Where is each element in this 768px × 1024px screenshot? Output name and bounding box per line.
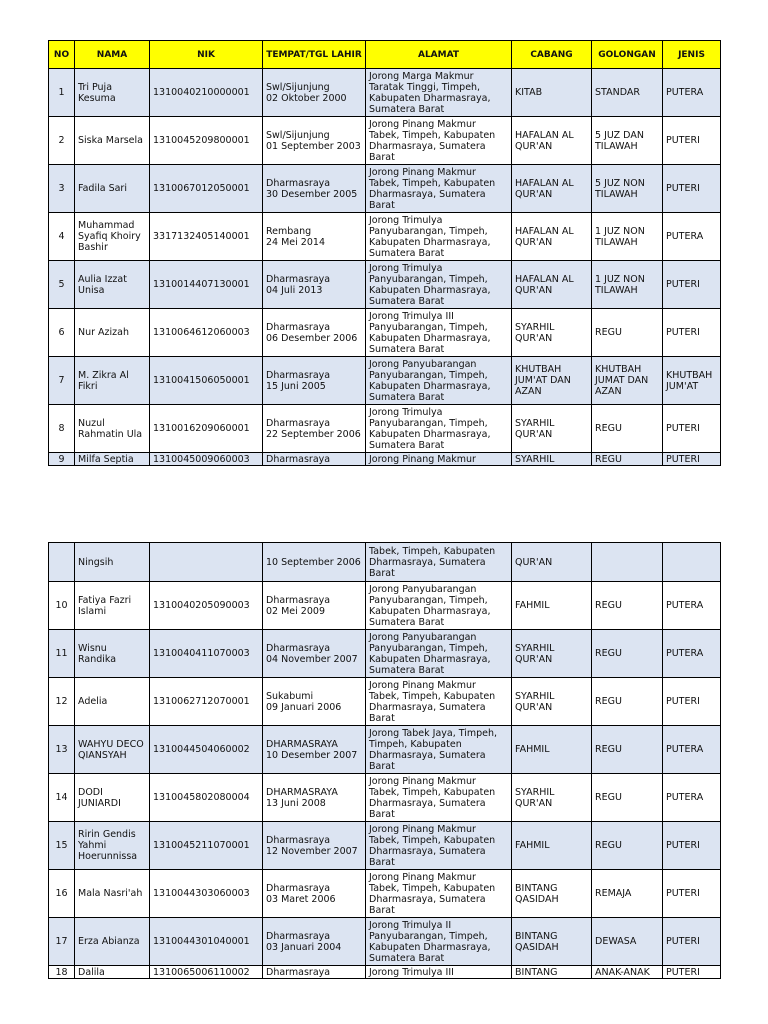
cell-golongan: REGU bbox=[592, 309, 663, 357]
cell-nik: 1310044504060002 bbox=[150, 726, 263, 774]
table-row bbox=[49, 69, 721, 117]
cell-tempat-tgl-lahir: DHARMASRAYA 13 Juni 2008 bbox=[263, 774, 366, 822]
cell-nama: Milfa Septia bbox=[75, 453, 150, 466]
table-row bbox=[49, 165, 721, 213]
table-row bbox=[49, 117, 721, 165]
cell-golongan: 1 JUZ NON TILAWAH bbox=[592, 261, 663, 309]
cell-nik: 1310040205090003 bbox=[150, 582, 263, 630]
cell-golongan: REMAJA bbox=[592, 870, 663, 918]
cell-golongan: REGU bbox=[592, 405, 663, 453]
cell-cabang: BINTANG bbox=[512, 966, 592, 979]
header-nik: NIK bbox=[150, 41, 263, 69]
cell-nik: 1310041506050001 bbox=[150, 357, 263, 405]
cell-tempat-tgl-lahir: Dharmasraya 02 Mei 2009 bbox=[263, 582, 366, 630]
table-row bbox=[49, 822, 721, 870]
cell-alamat: Jorong Tabek Jaya, Timpeh, Timpeh, Kabupaten Dharmasraya, Sumatera Barat bbox=[366, 726, 512, 774]
cell-nik: 1310044303060003 bbox=[150, 870, 263, 918]
cell-jenis: PUTERI bbox=[663, 165, 721, 213]
table-row bbox=[49, 309, 721, 357]
cell-jenis: PUTERI bbox=[663, 309, 721, 357]
cell-tempat-tgl-lahir: Dharmasraya 06 Desember 2006 bbox=[263, 309, 366, 357]
cell-golongan: REGU bbox=[592, 630, 663, 678]
cell-alamat: Jorong Pinang Makmur Tabek, Timpeh, Kabupaten Dharmasraya, Sumatera Barat bbox=[366, 870, 512, 918]
cell-no: 17 bbox=[49, 918, 75, 966]
cell-nama: Muhammad Syafiq Khoiry Bashir bbox=[75, 213, 150, 261]
table-row bbox=[49, 630, 721, 678]
cell-tempat-tgl-lahir: Sukabumi 09 Januari 2006 bbox=[263, 678, 366, 726]
table-row bbox=[49, 357, 721, 405]
header-no: NO bbox=[49, 41, 75, 69]
cell-nik: 1310040411070003 bbox=[150, 630, 263, 678]
cell-alamat: Jorong Pinang Makmur Tabek, Timpeh, Kabupaten Dharmasraya, Sumatera Barat bbox=[366, 774, 512, 822]
cell-cabang: BINTANG QASIDAH bbox=[512, 870, 592, 918]
cell-jenis bbox=[663, 543, 721, 582]
cell-cabang: KHUTBAH JUM'AT DAN AZAN bbox=[512, 357, 592, 405]
cell-golongan: REGU bbox=[592, 726, 663, 774]
cell-alamat: Jorong Panyubarangan Panyubarangan, Timpeh, Kabupaten Dharmasraya, Sumatera Barat bbox=[366, 630, 512, 678]
table-row bbox=[49, 405, 721, 453]
cell-jenis: PUTERA bbox=[663, 582, 721, 630]
cell-golongan: REGU bbox=[592, 774, 663, 822]
cell-no: 13 bbox=[49, 726, 75, 774]
cell-jenis: PUTERI bbox=[663, 453, 721, 466]
cell-jenis: PUTERI bbox=[663, 678, 721, 726]
cell-nama: Tri Puja Kesuma bbox=[75, 69, 150, 117]
cell-no: 16 bbox=[49, 870, 75, 918]
cell-cabang: SYARHIL QUR'AN bbox=[512, 678, 592, 726]
cell-nik: 1310045802080004 bbox=[150, 774, 263, 822]
cell-nama: Mala Nasri'ah bbox=[75, 870, 150, 918]
cell-tempat-tgl-lahir: Dharmasraya 03 Januari 2004 bbox=[263, 918, 366, 966]
cell-jenis: PUTERI bbox=[663, 117, 721, 165]
header-tempat-tgl-lahir: TEMPAT/TGL LAHIR bbox=[263, 41, 366, 69]
table-row bbox=[49, 582, 721, 630]
header-jenis: JENIS bbox=[663, 41, 721, 69]
cell-tempat-tgl-lahir: Dharmasraya 15 Juni 2005 bbox=[263, 357, 366, 405]
cell-nik: 1310045209800001 bbox=[150, 117, 263, 165]
cell-alamat: Jorong Trimulya Panyubarangan, Timpeh, Kabupaten Dharmasraya, Sumatera Barat bbox=[366, 405, 512, 453]
table-row bbox=[49, 966, 721, 979]
cell-no bbox=[49, 543, 75, 582]
cell-alamat: Jorong Trimulya III bbox=[366, 966, 512, 979]
table-row bbox=[49, 870, 721, 918]
cell-cabang: HAFALAN AL QUR'AN bbox=[512, 261, 592, 309]
cell-nik: 1310045211070001 bbox=[150, 822, 263, 870]
cell-nama: Erza Abianza bbox=[75, 918, 150, 966]
table-row bbox=[49, 678, 721, 726]
cell-nik: 1310065006110002 bbox=[150, 966, 263, 979]
cell-cabang: FAHMIL bbox=[512, 726, 592, 774]
participant-table-page-1 bbox=[48, 40, 721, 466]
cell-no: 12 bbox=[49, 678, 75, 726]
cell-nik bbox=[150, 543, 263, 582]
cell-cabang: FAHMIL bbox=[512, 582, 592, 630]
cell-golongan: DEWASA bbox=[592, 918, 663, 966]
cell-golongan: REGU bbox=[592, 822, 663, 870]
cell-jenis: PUTERI bbox=[663, 822, 721, 870]
cell-golongan: 1 JUZ NON TILAWAH bbox=[592, 213, 663, 261]
cell-nama: DODI JUNIARDI bbox=[75, 774, 150, 822]
cell-tempat-tgl-lahir: DHARMASRAYA 10 Desember 2007 bbox=[263, 726, 366, 774]
cell-cabang: HAFALAN AL QUR'AN bbox=[512, 213, 592, 261]
cell-tempat-tgl-lahir: Dharmasraya 04 Juli 2013 bbox=[263, 261, 366, 309]
header-nama: NAMA bbox=[75, 41, 150, 69]
cell-nik: 1310062712070001 bbox=[150, 678, 263, 726]
cell-jenis: PUTERA bbox=[663, 726, 721, 774]
cell-nama: Wisnu Randika bbox=[75, 630, 150, 678]
cell-nama: Nur Azizah bbox=[75, 309, 150, 357]
cell-cabang: QUR'AN bbox=[512, 543, 592, 582]
cell-no: 11 bbox=[49, 630, 75, 678]
cell-jenis: KHUTBAH JUM'AT bbox=[663, 357, 721, 405]
cell-alamat: Jorong Trimulya Panyubarangan, Timpeh, Kabupaten Dharmasraya, Sumatera Barat bbox=[366, 213, 512, 261]
cell-nik: 1310044301040001 bbox=[150, 918, 263, 966]
cell-no: 4 bbox=[49, 213, 75, 261]
cell-alamat: Jorong Pinang Makmur Tabek, Timpeh, Kabupaten Dharmasraya, Sumatera Barat bbox=[366, 117, 512, 165]
cell-nama: Dalila bbox=[75, 966, 150, 979]
cell-tempat-tgl-lahir: Swl/Sijunjung 01 September 2003 bbox=[263, 117, 366, 165]
cell-nama: Siska Marsela bbox=[75, 117, 150, 165]
cell-jenis: PUTERA bbox=[663, 69, 721, 117]
cell-nik: 1310064612060003 bbox=[150, 309, 263, 357]
cell-nik: 1310014407130001 bbox=[150, 261, 263, 309]
cell-alamat: Jorong Pinang Makmur Tabek, Timpeh, Kabupaten Dharmasraya, Sumatera Barat bbox=[366, 165, 512, 213]
cell-alamat: Jorong Trimulya II Panyubarangan, Timpeh, Kabupaten Dharmasraya, Sumatera Barat bbox=[366, 918, 512, 966]
cell-jenis: PUTERI bbox=[663, 261, 721, 309]
cell-cabang: HAFALAN AL QUR'AN bbox=[512, 165, 592, 213]
cell-nama: Fadila Sari bbox=[75, 165, 150, 213]
cell-cabang: SYARHIL bbox=[512, 453, 592, 466]
cell-cabang: SYARHIL QUR'AN bbox=[512, 309, 592, 357]
table-row bbox=[49, 918, 721, 966]
cell-nama: Aulia Izzat Unisa bbox=[75, 261, 150, 309]
cell-cabang: KITAB bbox=[512, 69, 592, 117]
cell-tempat-tgl-lahir: Dharmasraya 30 Desember 2005 bbox=[263, 165, 366, 213]
cell-cabang: SYARHIL QUR'AN bbox=[512, 774, 592, 822]
cell-golongan: 5 JUZ NON TILAWAH bbox=[592, 165, 663, 213]
cell-alamat: Jorong Marga Makmur Taratak Tinggi, Timpeh, Kabupaten Dharmasraya, Sumatera Barat bbox=[366, 69, 512, 117]
cell-alamat: Jorong Pinang Makmur Tabek, Timpeh, Kabupaten Dharmasraya, Sumatera Barat bbox=[366, 678, 512, 726]
table-row bbox=[49, 213, 721, 261]
cell-jenis: PUTERI bbox=[663, 966, 721, 979]
cell-cabang: SYARHIL QUR'AN bbox=[512, 630, 592, 678]
cell-alamat: Jorong Trimulya Panyubarangan, Timpeh, Kabupaten Dharmasraya, Sumatera Barat bbox=[366, 261, 512, 309]
cell-nama: Fatiya Fazri Islami bbox=[75, 582, 150, 630]
cell-golongan: REGU bbox=[592, 678, 663, 726]
cell-tempat-tgl-lahir: Swl/Sijunjung 02 Oktober 2000 bbox=[263, 69, 366, 117]
table-row bbox=[49, 543, 721, 582]
participant-table-page-2 bbox=[48, 542, 721, 979]
cell-nama: Adelia bbox=[75, 678, 150, 726]
cell-golongan: 5 JUZ DAN TILAWAH bbox=[592, 117, 663, 165]
cell-golongan: ANAK-ANAK bbox=[592, 966, 663, 979]
header-golongan: GOLONGAN bbox=[592, 41, 663, 69]
cell-no: 15 bbox=[49, 822, 75, 870]
cell-no: 18 bbox=[49, 966, 75, 979]
cell-cabang: FAHMIL bbox=[512, 822, 592, 870]
cell-no: 5 bbox=[49, 261, 75, 309]
cell-golongan bbox=[592, 543, 663, 582]
cell-golongan: REGU bbox=[592, 453, 663, 466]
header-cabang: CABANG bbox=[512, 41, 592, 69]
cell-tempat-tgl-lahir: Dharmasraya bbox=[263, 966, 366, 979]
header-alamat: ALAMAT bbox=[366, 41, 512, 69]
cell-alamat: Jorong Panyubarangan Panyubarangan, Timpeh, Kabupaten Dharmasraya, Sumatera Barat bbox=[366, 582, 512, 630]
cell-nama: M. Zikra Al Fikri bbox=[75, 357, 150, 405]
cell-alamat: Jorong Panyubarangan Panyubarangan, Timpeh, Kabupaten Dharmasraya, Sumatera Barat bbox=[366, 357, 512, 405]
cell-no: 7 bbox=[49, 357, 75, 405]
table-row bbox=[49, 261, 721, 309]
cell-golongan: KHUTBAH JUMAT DAN AZAN bbox=[592, 357, 663, 405]
cell-alamat: Jorong Pinang Makmur bbox=[366, 453, 512, 466]
cell-cabang: SYARHIL QUR'AN bbox=[512, 405, 592, 453]
cell-no: 1 bbox=[49, 69, 75, 117]
cell-jenis: PUTERI bbox=[663, 405, 721, 453]
cell-no: 3 bbox=[49, 165, 75, 213]
header-row bbox=[49, 41, 721, 69]
cell-tempat-tgl-lahir: Dharmasraya bbox=[263, 453, 366, 466]
cell-tempat-tgl-lahir: Dharmasraya 03 Maret 2006 bbox=[263, 870, 366, 918]
cell-jenis: PUTERA bbox=[663, 213, 721, 261]
cell-tempat-tgl-lahir: Dharmasraya 04 November 2007 bbox=[263, 630, 366, 678]
cell-cabang: BINTANG QASIDAH bbox=[512, 918, 592, 966]
table-row bbox=[49, 774, 721, 822]
cell-tempat-tgl-lahir: 10 September 2006 bbox=[263, 543, 366, 582]
cell-jenis: PUTERA bbox=[663, 630, 721, 678]
cell-no: 10 bbox=[49, 582, 75, 630]
cell-nik: 3317132405140001 bbox=[150, 213, 263, 261]
cell-no: 8 bbox=[49, 405, 75, 453]
cell-nik: 1310040210000001 bbox=[150, 69, 263, 117]
cell-golongan: REGU bbox=[592, 582, 663, 630]
cell-nama: Ririn Gendis Yahmi Hoerunnissa bbox=[75, 822, 150, 870]
cell-jenis: PUTERI bbox=[663, 870, 721, 918]
cell-nama: Ningsih bbox=[75, 543, 150, 582]
cell-tempat-tgl-lahir: Rembang 24 Mei 2014 bbox=[263, 213, 366, 261]
cell-no: 6 bbox=[49, 309, 75, 357]
cell-no: 9 bbox=[49, 453, 75, 466]
cell-tempat-tgl-lahir: Dharmasraya 22 September 2006 bbox=[263, 405, 366, 453]
cell-no: 14 bbox=[49, 774, 75, 822]
table-row bbox=[49, 726, 721, 774]
cell-jenis: PUTERI bbox=[663, 918, 721, 966]
cell-no: 2 bbox=[49, 117, 75, 165]
cell-nik: 1310067012050001 bbox=[150, 165, 263, 213]
cell-nama: Nuzul Rahmatin Ula bbox=[75, 405, 150, 453]
table-row bbox=[49, 453, 721, 466]
cell-jenis: PUTERA bbox=[663, 774, 721, 822]
cell-alamat: Tabek, Timpeh, Kabupaten Dharmasraya, Sumatera Barat bbox=[366, 543, 512, 582]
cell-alamat: Jorong Pinang Makmur Tabek, Timpeh, Kabupaten Dharmasraya, Sumatera Barat bbox=[366, 822, 512, 870]
cell-nik: 1310045009060003 bbox=[150, 453, 263, 466]
cell-tempat-tgl-lahir: Dharmasraya 12 November 2007 bbox=[263, 822, 366, 870]
cell-cabang: HAFALAN AL QUR'AN bbox=[512, 117, 592, 165]
cell-nama: WAHYU DECO QIANSYAH bbox=[75, 726, 150, 774]
cell-golongan: STANDAR bbox=[592, 69, 663, 117]
cell-nik: 1310016209060001 bbox=[150, 405, 263, 453]
cell-alamat: Jorong Trimulya III Panyubarangan, Timpeh, Kabupaten Dharmasraya, Sumatera Barat bbox=[366, 309, 512, 357]
